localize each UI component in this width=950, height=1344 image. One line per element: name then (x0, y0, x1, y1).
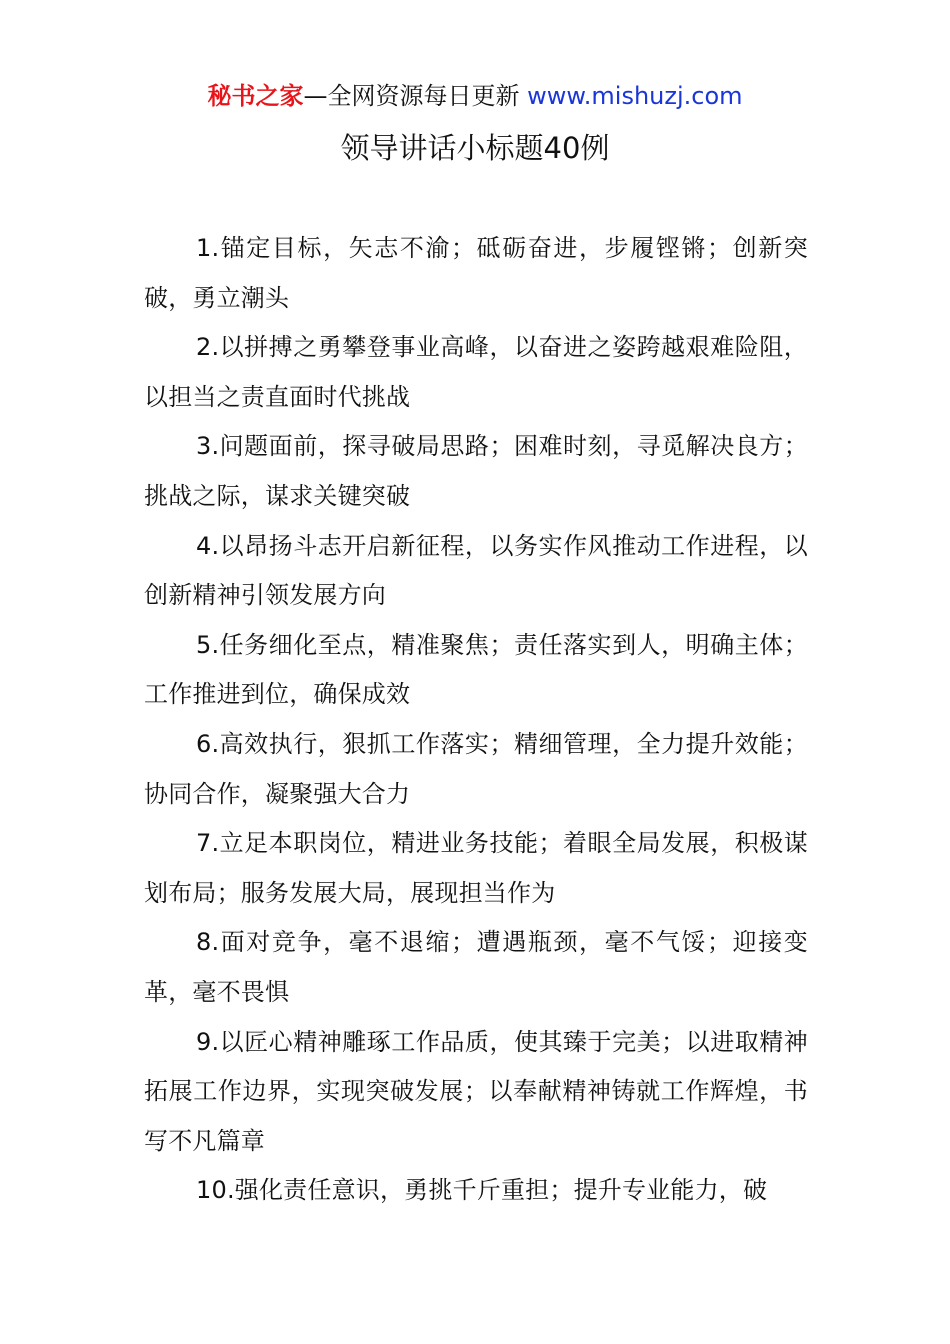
list-item: 7.立足本职岗位，精进业务技能；着眼全局发展，积极谋划布局；服务发展大局，展现担当作为 (144, 829, 808, 907)
list-item: 9.以匠心精神雕琢工作品质，使其臻于完美；以进取精神拓展工作边界，实现突破发展；以奉献精神铸就工作辉煌，书写不凡篇章 (144, 1027, 808, 1155)
list-item: 1.锚定目标，矢志不渝；砥砺奋进，步履铿锵；创新突破，勇立潮头 (144, 234, 808, 312)
brand-name: 秘书之家 (207, 82, 304, 110)
list-item: 4.以昂扬斗志开启新征程，以务实作风推动工作进程，以创新精神引领发展方向 (144, 531, 808, 610)
site-url-link[interactable]: www.mishuzj.com (527, 82, 743, 110)
list-item: 3.问题面前，探寻破局思路；困难时刻，寻觅解决良方；挑战之际，谋求关键突破 (144, 432, 808, 510)
list-item: 6.高效执行，狠抓工作落实；精细管理，全力提升效能；协同合作，凝聚强大合力 (144, 729, 808, 808)
header-tagline: —全网资源每日更新 (303, 82, 528, 110)
list-item: 2.以拼搏之勇攀登事业高峰，以奋进之姿跨越艰难险阻，以担当之责直面时代挑战 (144, 333, 808, 411)
document-title: 领导讲话小标题40例 (340, 131, 610, 165)
list-item: 5.任务细化至点，精准聚焦；责任落实到人，明确主体；工作推进到位，确保成效 (144, 630, 808, 709)
header-banner (0, 80, 950, 112)
list-item: 8.面对竞争，毫不退缩；遭遇瓶颈，毫不气馁；迎接变革，毫不畏惧 (144, 928, 808, 1006)
document-body (144, 224, 808, 1216)
list-item: 10.强化责任意识，勇挑千斤重担；提升专业能力，破 (196, 1176, 768, 1205)
